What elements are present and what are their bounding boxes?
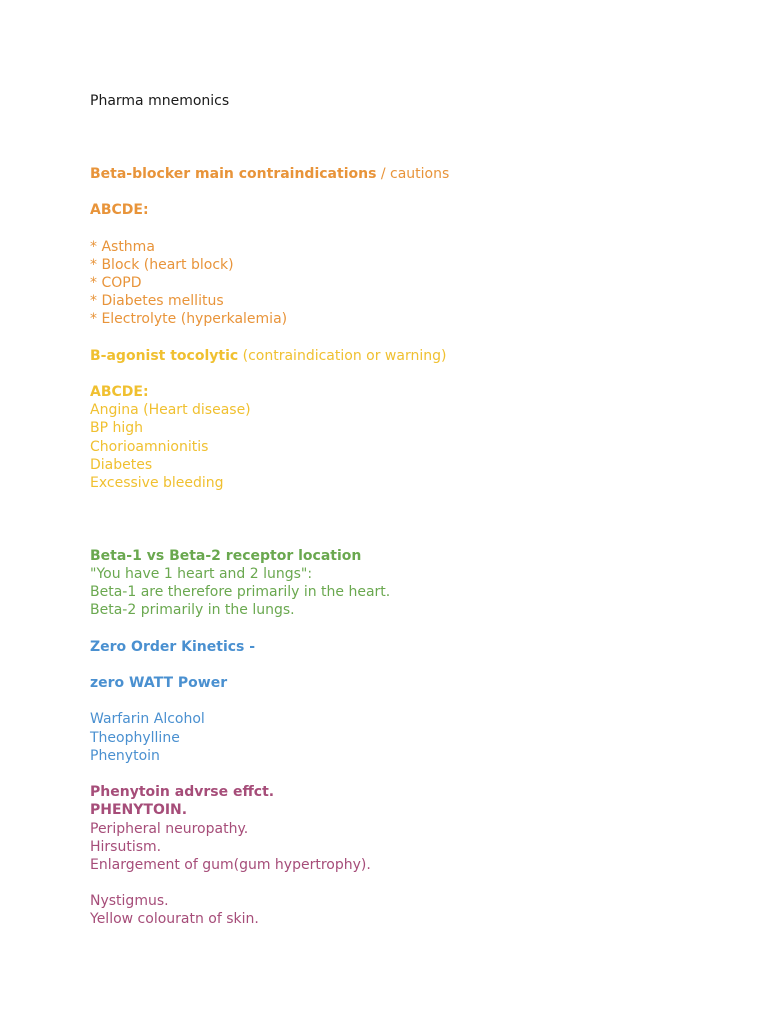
b-agonist-item: Diabetes	[90, 456, 153, 473]
b-agonist-item: Chorioamnionitis	[90, 438, 209, 455]
phenytoin-item: Yellow colouratn of skin.	[90, 911, 259, 928]
b-agonist-heading	[90, 347, 730, 365]
beta-blocker-mnemonic: ABCDE:	[90, 202, 149, 219]
b-agonist-heading-bold: B-agonist tocolytic	[90, 347, 239, 364]
beta-blocker-heading	[90, 165, 730, 183]
b-agonist-item: Angina (Heart disease)	[90, 402, 251, 419]
zero-order-item: Warfarin Alcohol	[90, 711, 205, 728]
zero-order-item: Theophylline	[90, 729, 180, 746]
phenytoin-heading: Phenytoin advrse effct.	[90, 784, 275, 801]
zero-order-heading: Zero Order Kinetics -	[90, 638, 256, 655]
beta-blocker-item: * Electrolyte (hyperkalemia)	[90, 311, 288, 328]
phenytoin-mnemonic: PHENYTOIN.	[90, 802, 188, 819]
beta-blocker-heading-bold: Beta-blocker main contraindications	[90, 165, 377, 182]
beta-receptor-line: Beta-2 primarily in the lungs.	[90, 602, 295, 619]
beta-receptor-heading: Beta-1 vs Beta-2 receptor location	[90, 547, 362, 564]
beta-blocker-item: * Block (heart block)	[90, 256, 234, 273]
phenytoin-item: Nystigmus.	[90, 893, 169, 910]
b-agonist-item: BP high	[90, 420, 144, 437]
beta-blocker-item: * Diabetes mellitus	[90, 293, 224, 310]
beta-blocker-item: * COPD	[90, 274, 142, 291]
phenytoin-item: Hirsutism.	[90, 838, 162, 855]
beta-blocker-heading-suffix: / cautions	[376, 165, 450, 182]
zero-order-mnemonic: zero WATT Power	[90, 675, 228, 691]
b-agonist-mnemonic: ABCDE:	[90, 384, 149, 400]
document-page	[90, 92, 730, 929]
doc-title: Pharma mnemonics	[90, 93, 230, 109]
phenytoin-item: Peripheral neuropathy.	[90, 820, 249, 837]
beta-receptor-line: "You have 1 heart and 2 lungs":	[90, 565, 313, 582]
beta-blocker-item: * Asthma	[90, 238, 155, 255]
zero-order-item: Phenytoin	[90, 747, 160, 764]
beta-receptor-line: Beta-1 are therefore primarily in the heart.	[90, 584, 391, 601]
b-agonist-item: Excessive bleeding	[90, 474, 224, 491]
b-agonist-heading-suffix: (contraindication or warning)	[238, 347, 447, 364]
phenytoin-item: Enlargement of gum(gum hypertrophy).	[90, 856, 371, 873]
